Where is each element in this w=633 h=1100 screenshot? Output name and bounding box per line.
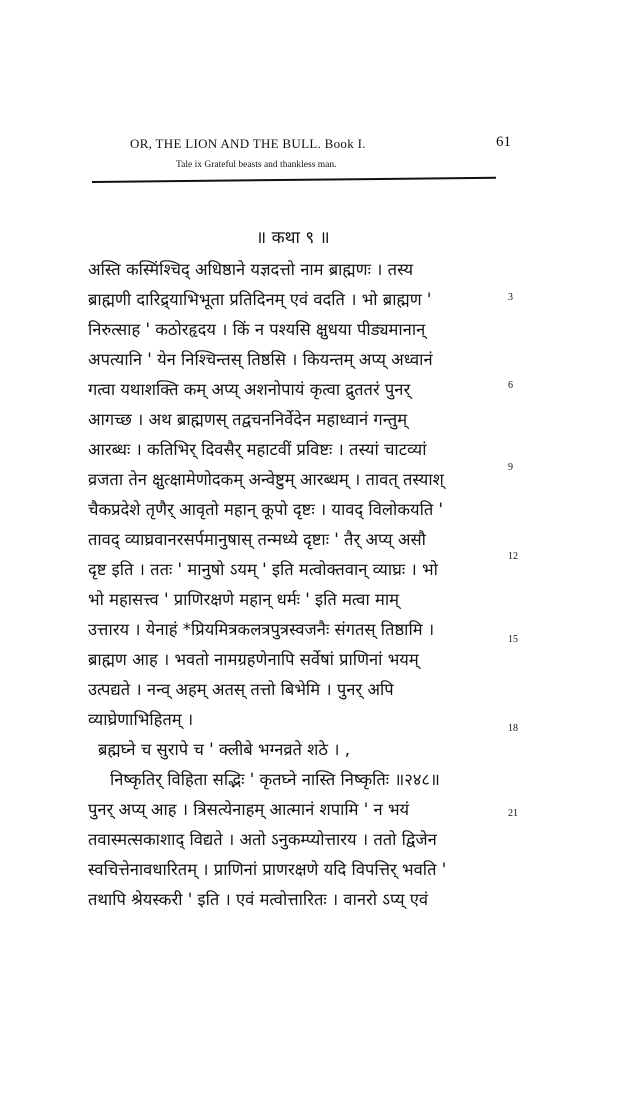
margin-line-number: 9 (508, 462, 513, 473)
text-line: अस्ति कस्मिंश्चिद् अधिष्ठाने यज्ञदत्तो नाम ब्राह्मणः । तस्य (88, 260, 414, 279)
margin-line-number: 21 (508, 808, 518, 819)
text-line: ब्राह्मणी दारिद्र्याभिभूता प्रतिदिनम् एवं वदति । भो ब्राह्मण ' (88, 290, 432, 309)
text-line: उत्तारय । येनाहं *प्रियमित्रकलत्रपुत्रस्वजनैः संगतस् तिष्ठामि । (88, 620, 435, 639)
text-line: अपत्यानि ' येन निश्चिन्तस् तिष्ठसि । कियन्तम् अप्य् अध्वानं (88, 350, 433, 369)
text-line: स्वचित्तेनावधारितम् । प्राणिनां प्राणरक्षणे यदि विपत्तिर् भवति ' (88, 860, 447, 879)
margin-line-number: 6 (508, 380, 513, 391)
text-line: तथापि श्रेयस्करी ' इति । एवं मत्वोत्तारितः । वानरो ऽप्य् एवं (88, 890, 429, 909)
text-line: व्रजता तेन क्षुत्क्षामेणोदकम् अन्वेष्टुम् आरब्धम् । तावत् तस्याश् (88, 470, 444, 489)
text-line: तवास्मत्सकाशाद् विद्यते । अतो ऽनुकम्प्योत्तारय । ततो द्विजेन (88, 830, 437, 849)
text-line: भो महासत्त्व ' प्राणिरक्षणे महान् धर्मः ' इति मत्वा माम् (88, 590, 400, 609)
margin-line-number: 12 (508, 551, 518, 562)
text-line: पुनर् अप्य् आह । त्रिसत्येनाहम् आत्मानं शपामि ' न भयं (88, 800, 410, 819)
text-line: आरब्धः । कतिभिर् दिवसैर् महाटवीं प्रविष्टः । तस्यां चाटव्यां (88, 440, 427, 459)
text-line: व्याघ्रेणाभिहितम् । (88, 710, 194, 729)
margin-line-number: 18 (508, 723, 518, 734)
text-line: उत्पद्यते । नन्व् अहम् अतस् तत्तो बिभेमि । पुनर् अपि (88, 680, 394, 699)
header-rule (92, 177, 496, 183)
text-line: दृष्ट इति । ततः ' मानुषो ऽयम् ' इति मत्वोक्तवान् व्याघ्रः । भो (88, 560, 438, 579)
text-line: तावद् व्याघ्रवानरसर्पमानुषास् तन्मध्ये दृष्टाः ' तैर् अप्य् असौ (88, 530, 426, 549)
verse-line: ब्रह्मघ्ने च सुरापे च ' क्लीबे भग्नव्रते शठे । , (98, 740, 350, 759)
text-line: चैकप्रदेशे तृणैर् आवृतो महान् कूपो दृष्टः । यावद् विलोकयति ' (88, 500, 444, 519)
verse-line: निष्कृतिर् विहिता सद्भिः ' कृतघ्ने नास्ति निष्कृतिः ॥२४८॥ (110, 770, 440, 789)
text-line: निरुत्साह ' कठोरहृदय । किं न पश्यसि क्षुधया पीड्यमानान् (88, 320, 426, 339)
text-line: आगच्छ । अथ ब्राह्मणस् तद्वचननिर्वेदेन महाध्वानं गन्तुम् (88, 410, 408, 429)
margin-line-number: 15 (508, 634, 518, 645)
running-head: OR, THE LION AND THE BULL. Book I. (130, 136, 366, 151)
text-line: गत्वा यथाशक्ति कम् अप्य् अशनोपायं कृत्वा द्रुततरं पुनर् (88, 380, 411, 399)
text-line: ब्राह्मण आह । भवतो नामग्रहणेनापि सर्वेषां प्राणिनां भयम् (88, 650, 419, 669)
page-number: 61 (496, 134, 511, 150)
tale-subhead: Tale ix Grateful beasts and thankless man. (176, 160, 337, 170)
margin-line-number: 3 (508, 292, 513, 303)
story-title: ॥ कथा ९ ॥ (256, 228, 330, 248)
